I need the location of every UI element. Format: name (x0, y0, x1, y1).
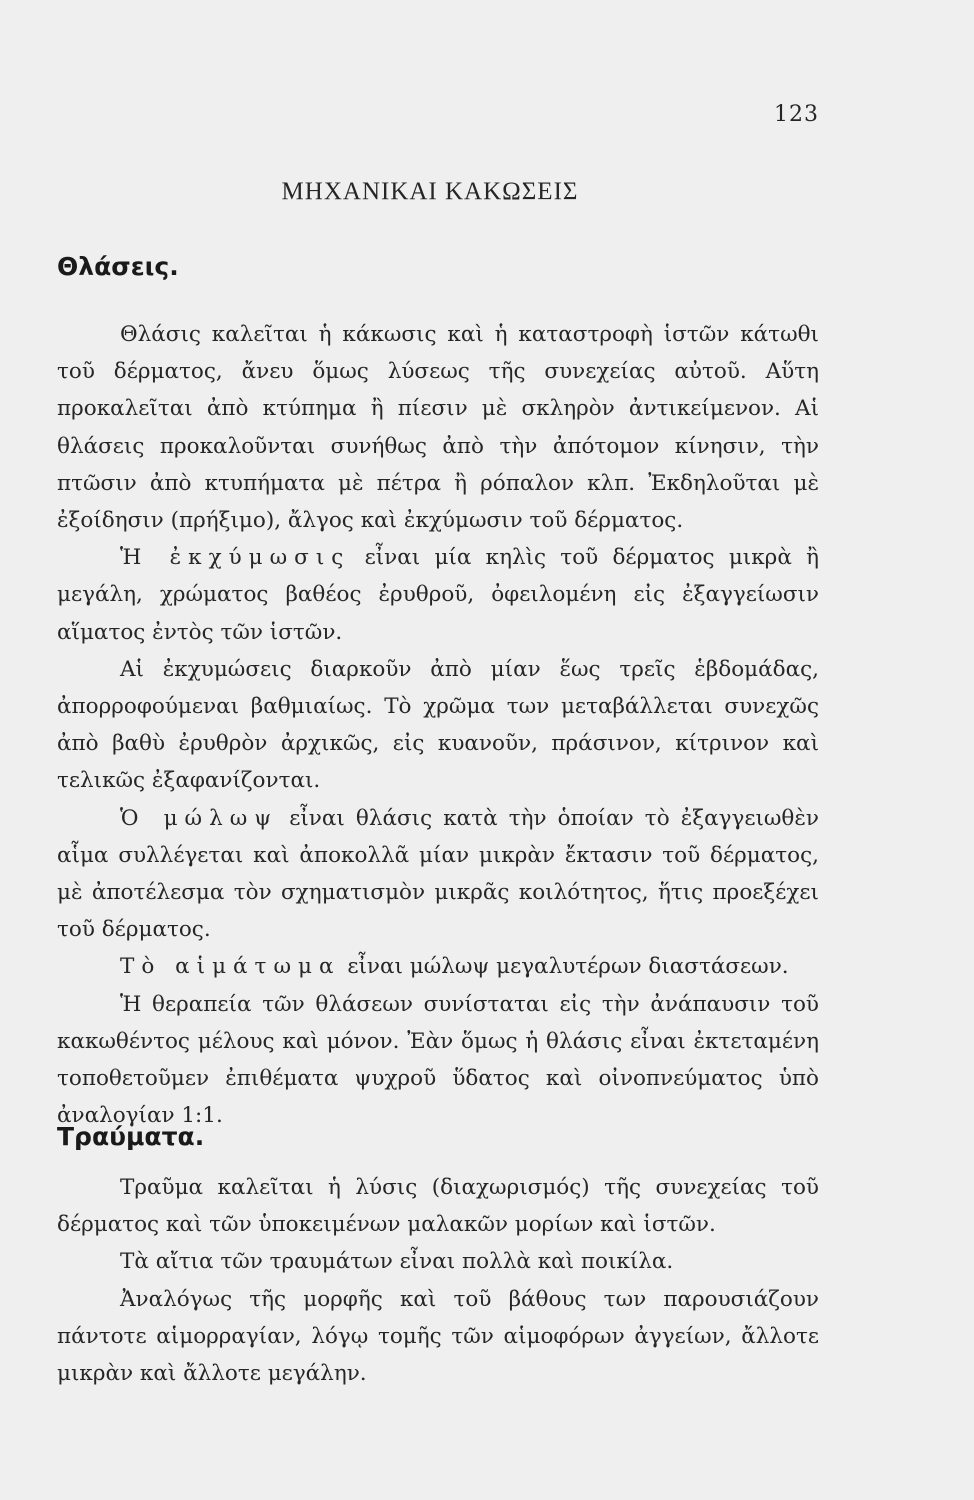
section-body-wounds (57, 1169, 819, 1392)
paragraph (57, 800, 819, 949)
section-heading-wounds: Τραύματα. (57, 1122, 205, 1151)
section-body-contusions (57, 316, 819, 1134)
paragraph (57, 948, 819, 985)
term-hematoma: Τὸ αἱμάτωμα (120, 954, 341, 980)
term-ecchymosis: Ἡ ἐκχύμωσις (120, 545, 351, 571)
paragraph (57, 316, 819, 539)
paragraph (57, 1281, 819, 1393)
paragraph-text: εἶναι μία κηλὶς τοῦ δέρματος μικρὰ ἢ μεγάλη, χρώματος βαθέος ἐρυθροῦ, ὀφειλομένη εἰς ἐξαγγείωσιν αἵματος ἐντὸς τῶν ἱστῶν. (57, 545, 819, 645)
paragraph (57, 651, 819, 800)
paragraph-text: Ἀναλόγως τῆς μορφῆς καὶ τοῦ βάθους των παρουσιάζουν πάντοτε αἱμορραγίαν, λόγῳ τομῆς τῶν αἱμοφόρων ἀγγείων, ἄλλοτε μικρὰν καὶ ἄλλοτε μεγάλην. (57, 1286, 819, 1387)
paragraph (57, 1243, 819, 1280)
chapter-title: ΜΗΧΑΝΙΚΑΙ ΚΑΚΩΣΕΙΣ (281, 178, 579, 205)
paragraph-text: εἶναι μώλωψ μεγαλυτέρων διαστάσεων. (340, 954, 789, 980)
term-bruise: Ὁ μώλωψ (120, 805, 279, 831)
paragraph-text: εἶναι θλάσις κατὰ τὴν ὁποίαν τὸ ἐξαγγειωθὲν αἷμα συλλέγεται καὶ ἀποκολλᾶ μίαν μικρὰν ἔκτασιν τοῦ δέρματος, μὲ ἀποτέλεσμα τὸν σχηματισμὸν μικρᾶς κοιλότητος, ἥτις προεξέχει τοῦ δέρματος. (57, 805, 819, 943)
paragraph-text: Αἱ ἐκχυμώσεις διαρκοῦν ἀπὸ μίαν ἕως τρεῖς ἑβδομάδας, ἀπορροφούμεναι βαθμιαίως. Τὸ χρῶμα των μεταβάλλεται συνεχῶς ἀπὸ βαθὺ ἐρυθρὸν ἀρχικῶς, εἰς κυανοῦν, πράσινον, κίτρινον καὶ τελικῶς ἐξαφανίζονται. (57, 656, 819, 794)
paragraph (57, 986, 819, 1135)
paragraph (57, 539, 819, 651)
paragraph-text: Τὰ αἴτια τῶν τραυμάτων εἶναι πολλὰ καὶ ποικίλα. (120, 1249, 674, 1275)
section-heading-contusions: Θλάσεις. (57, 252, 179, 281)
page-number: 123 (774, 102, 819, 127)
paragraph-text: Θλάσις καλεῖται ἡ κάκωσις καὶ ἡ καταστροφὴ ἱστῶν κάτωθι τοῦ δέρματος, ἄνευ ὅμως λύσεως τῆς συνεχείας αὐτοῦ. Αὕτη προκαλεῖται ἀπὸ κτύπημα ἢ πίεσιν μὲ σκληρὸν ἀντικείμενον. Αἱ θλάσεις προκαλοῦνται συνήθως ἀπὸ τὴν ἀπότομον κίνησιν, τὴν πτῶσιν ἀπὸ κτυπήματα μὲ πέτρα ἢ ρόπαλον κλπ. Ἐκδηλοῦται μὲ ἐξοίδησιν (πρήξιμο), ἄλγος καὶ ἐκχύμωσιν τοῦ δέρματος. (57, 322, 819, 534)
paragraph (57, 1169, 819, 1243)
paragraph-text: Τραῦμα καλεῖται ἡ λύσις (διαχωρισμός) τῆς συνεχείας τοῦ δέρματος καὶ τῶν ὑποκειμένων μαλακῶν μορίων καὶ ἱστῶν. (57, 1175, 819, 1238)
paragraph-text: Ἡ θεραπεία τῶν θλάσεων συνίσταται εἰς τὴν ἀνάπαυσιν τοῦ κακωθέντος μέλους καὶ μόνον. Ἐὰν ὅμως ἡ θλάσις εἶναι ἐκτεταμένη τοποθετοῦμεν ἐπιθέματα ψυχροῦ ὕδατος καὶ οἰνοπνεύματος ὑπὸ ἀναλογίαν 1:1. (57, 991, 819, 1129)
